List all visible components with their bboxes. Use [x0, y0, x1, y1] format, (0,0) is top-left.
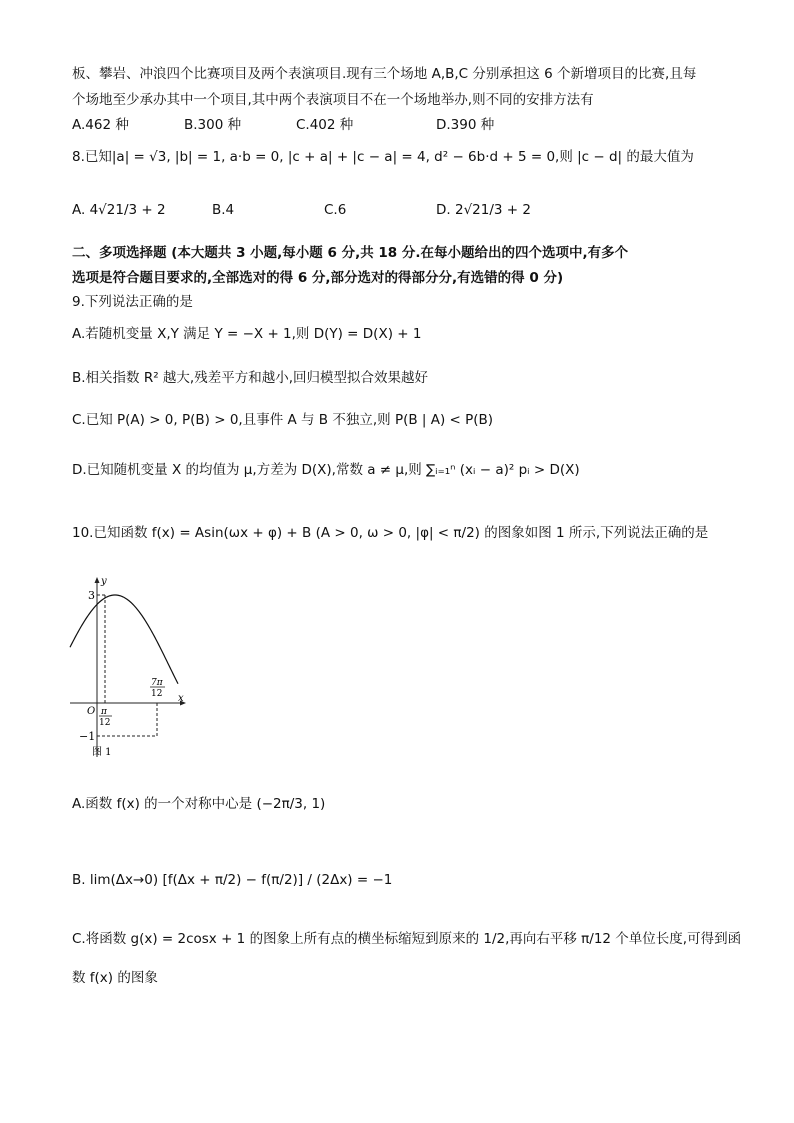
- q7-option-a: A.462 种: [72, 117, 129, 133]
- figure-1-graph: [66, 574, 196, 759]
- q7-stem-line2: 个场地至少承办其中一个项目,其中两个表演项目不在一个场地举办,则不同的安排方法有: [72, 92, 594, 108]
- q9-stem: 9.下列说法正确的是: [72, 294, 193, 310]
- y-axis-arrow: [95, 577, 100, 583]
- max-value-label: 3: [88, 589, 95, 602]
- q7-options: [72, 115, 712, 135]
- origin-label: O: [87, 706, 96, 717]
- q8-option-c: C.6: [324, 202, 347, 218]
- q10-option-c-line1: C.将函数 g(x) = 2cosx + 1 的图象上所有点的横坐标缩短到原来的 1/2,再向右平移 π/12 个单位长度,可得到函: [72, 931, 742, 947]
- q10-option-a: A.函数 f(x) 的一个对称中心是 (−2π/3, 1): [72, 796, 326, 812]
- q9-option-b: B.相关指数 R² 越大,残差平方和越小,回归模型拟合效果越好: [72, 370, 429, 386]
- tick-pi-over-12-numerator: π: [101, 707, 107, 717]
- q8-option-b: B.4: [212, 202, 235, 218]
- q10-option-b: B. lim(Δx→0) [f(Δx + π/2) − f(π/2)] / (2Δx) = −1: [72, 872, 393, 888]
- q8-stem: 8.已知|a| = √3, |b| = 1, a·b = 0, |c + a| + |c − a| = 4, d² − 6b·d + 5 = 0,则 |c − d| 的最大值为: [72, 149, 694, 165]
- q7-option-d: D.390 种: [436, 117, 495, 133]
- figure-caption: 图 1: [92, 747, 112, 758]
- q8-option-d: D. 2√21/3 + 2: [436, 202, 531, 218]
- tick-7pi-over-12-denominator: 12: [151, 689, 163, 699]
- q7-option-c: C.402 种: [296, 117, 354, 133]
- sine-curve: [70, 595, 178, 684]
- section2-heading-line2: 选项是符合题目要求的,全部选对的得 6 分,部分选对的得部分分,有选错的得 0 分): [72, 270, 564, 286]
- q9-option-c: C.已知 P(A) > 0, P(B) > 0,且事件 A 与 B 不独立,则 P(B | A) < P(B): [72, 412, 494, 428]
- q7-option-b: B.300 种: [184, 117, 242, 133]
- x-axis-label: x: [178, 693, 184, 704]
- q10-option-c-line2: 数 f(x) 的图象: [72, 970, 158, 986]
- tick-7pi-over-12-numerator: 7π: [151, 678, 163, 688]
- q8-option-a: A. 4√21/3 + 2: [72, 202, 166, 218]
- q10-stem: 10.已知函数 f(x) = Asin(ωx + φ) + B (A > 0, ω > 0, |φ| < π/2) 的图象如图 1 所示,下列说法正确的是: [72, 525, 709, 541]
- section2-heading-line1: 二、多项选择题 (本大题共 3 小题,每小题 6 分,共 18 分.在每小题给出的四个选项中,有多个: [72, 245, 629, 261]
- q7-stem-line1: 板、攀岩、冲浪四个比赛项目及两个表演项目.现有三个场地 A,B,C 分别承担这 6 个新增项目的比赛,且每: [72, 66, 697, 82]
- min-value-label: −1: [79, 730, 96, 743]
- q8-options: [72, 200, 712, 220]
- q9-option-d: D.已知随机变量 X 的均值为 μ,方差为 D(X),常数 a ≠ μ,则 ∑ᵢ₌₁ⁿ (xᵢ − a)² pᵢ > D(X): [72, 462, 580, 478]
- q9-option-a: A.若随机变量 X,Y 满足 Y = −X + 1,则 D(Y) = D(X) + 1: [72, 326, 422, 342]
- tick-pi-over-12-denominator: 12: [99, 718, 111, 728]
- y-axis-label: y: [101, 576, 107, 587]
